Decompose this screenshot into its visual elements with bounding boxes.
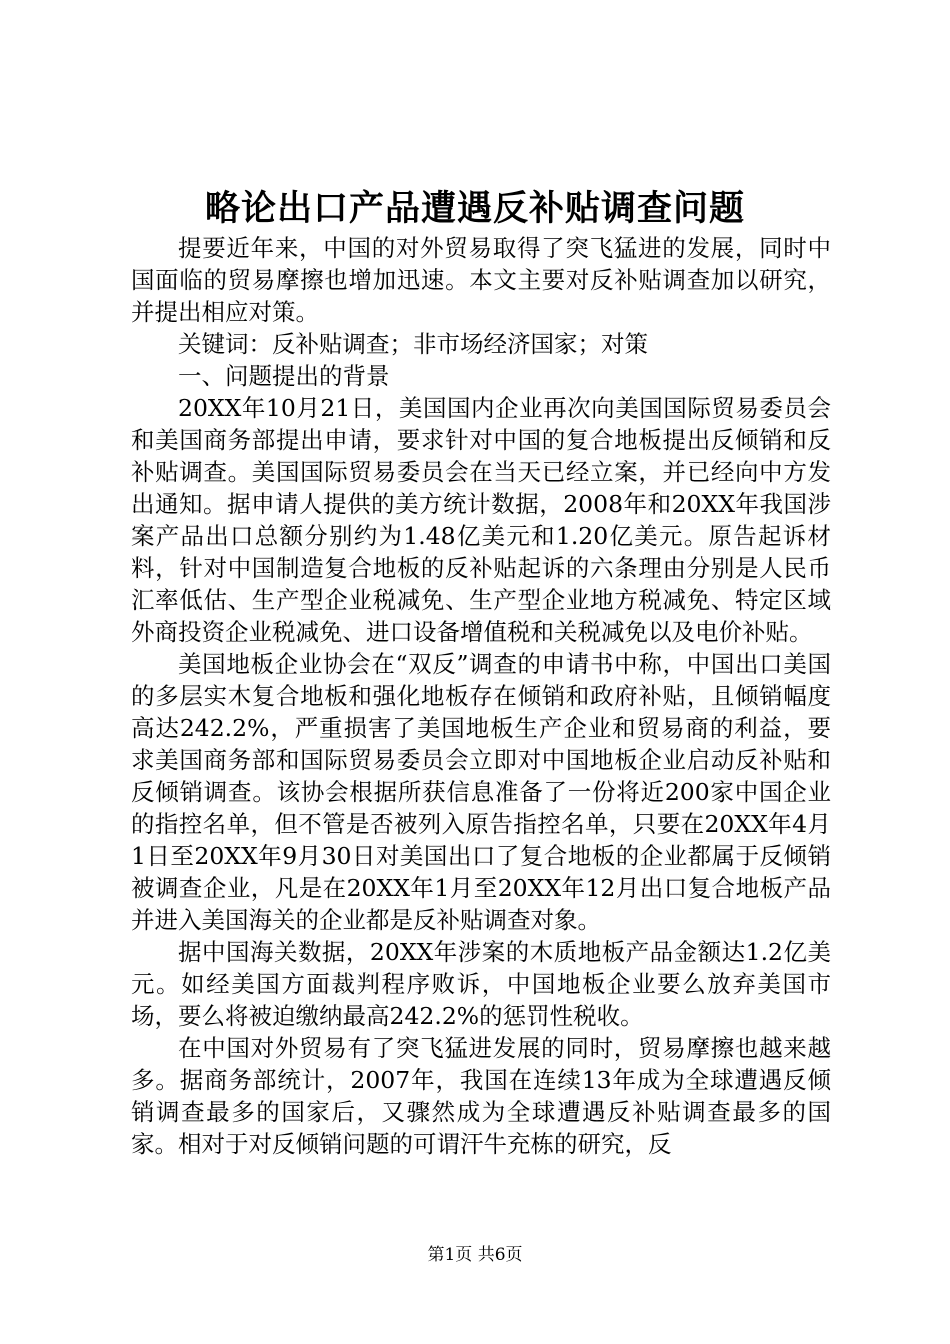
abstract-paragraph: 提要近年来，中国的对外贸易取得了突飞猛进的发展，同时中国面临的贸易摩擦也增加迅速。本文主要对反补贴调查加以研究，并提出相应对策。	[131, 234, 831, 326]
section-heading: 一、问题提出的背景	[178, 362, 390, 390]
body-paragraph: 据中国海关数据，20XX年涉案的木质地板产品金额达1.2亿美元。如经美国方面裁判程序败诉，中国地板企业要么放弃美国市场，要么将被迫缴纳最高242.2%的惩罚性税收。	[131, 938, 831, 1030]
page-footer: 第1页 共6页	[427, 1245, 523, 1265]
body-paragraph: 20XX年10月21日，美国国内企业再次向美国国际贸易委员会和美国商务部提出申请，要求针对中国的复合地板提出反倾销和反补贴调查。美国国际贸易委员会在当天已经立案，并已经向中方发出通知。据申请人提供的美方统计数据，2008年和20XX年我国涉案产品出口总额分别约为1.48亿美元和1.20亿美元。原告起诉材料，针对中国制造复合地板的反补贴起诉的六条理由分别是人民币汇率低估、生产型企业税减免、生产型企业地方税减免、特定区域外商投资企业税减免、进口设备增值税和关税减免以及电价补贴。	[131, 394, 831, 646]
keywords-paragraph: 关键词：反补贴调查；非市场经济国家；对策	[178, 330, 648, 358]
document-title: 略论出口产品遭遇反补贴调查问题	[204, 189, 745, 229]
body-paragraph: 在中国对外贸易有了突飞猛进发展的同时，贸易摩擦也越来越多。据商务部统计，2007年，我国在连续13年成为全球遭遇反倾销调查最多的国家后，又骤然成为全球遭遇反补贴调查最多的国家。相对于对反倾销问题的可谓汗牛充栋的研究，反	[131, 1034, 831, 1158]
body-paragraph: 美国地板企业协会在“双反”调查的申请书中称，中国出口美国的多层实木复合地板和强化地板存在倾销和政府补贴，且倾销幅度高达242.2%，严重损害了美国地板生产企业和贸易商的利益，要求美国商务部和国际贸易委员会立即对中国地板企业启动反补贴和反倾销调查。该协会根据所获信息准备了一份将近200家中国企业的指控名单，但不管是否被列入原告指控名单，只要在20XX年4月1日至20XX年9月30日对美国出口了复合地板的企业都属于反倾销被调查企业，凡是在20XX年1月至20XX年12月出口复合地板产品并进入美国海关的企业都是反补贴调查对象。	[131, 650, 831, 934]
document-body	[131, 232, 831, 1160]
